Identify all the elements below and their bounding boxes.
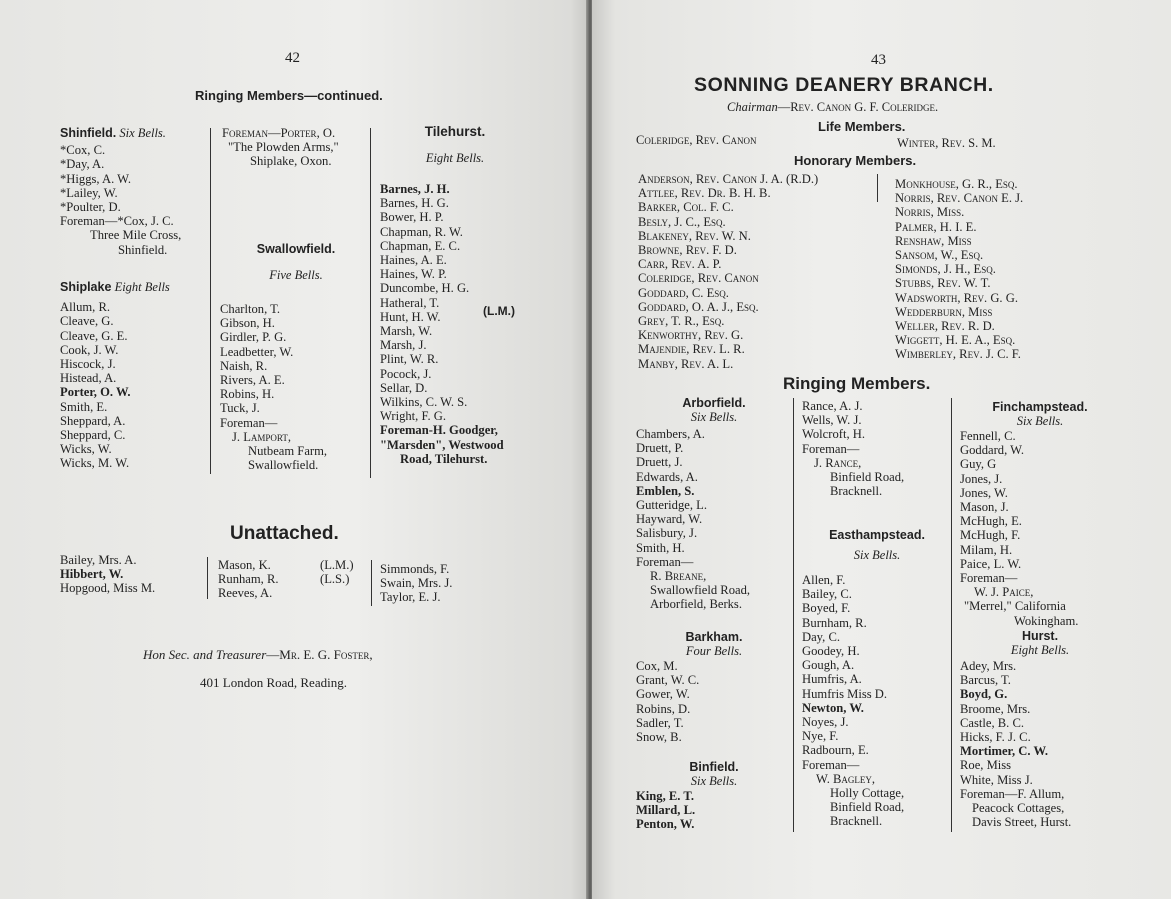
tower-name: Shiplake xyxy=(60,280,112,294)
list-item: Simonds, J. H., Esq. xyxy=(895,262,996,277)
list-item: Coleridge, Rev. Canon xyxy=(638,271,759,286)
column-divider xyxy=(210,128,211,474)
list-item: Edwards, A. xyxy=(636,469,698,484)
list-item: Bracknell. xyxy=(830,484,883,499)
bells-count: Four Bells. xyxy=(685,644,743,658)
list-item: Goddard, C. Esq. xyxy=(638,285,729,300)
unattached-col2-notes xyxy=(320,558,354,586)
list-item: Binfield Road, xyxy=(830,470,905,485)
list-item: J. Rance, xyxy=(814,455,862,470)
list-item: Wells, W. J. xyxy=(802,413,862,428)
swallowfield-heading xyxy=(222,242,370,283)
list-item: Palmer, H. I. E. xyxy=(895,219,977,234)
right-page xyxy=(592,0,1171,899)
binfield-heading xyxy=(636,760,792,789)
list-item: "Marsden", Westwood xyxy=(380,437,504,452)
list-item: Rance, A. J. xyxy=(802,399,863,413)
secretary-line xyxy=(143,647,373,663)
list-item: R. Breane, xyxy=(650,569,707,584)
list-item: Robins, H. xyxy=(220,387,275,402)
barkham-list xyxy=(636,659,699,744)
hurst-list xyxy=(960,659,1071,829)
chairman-line xyxy=(727,100,938,115)
tower-name: Tilehurst. xyxy=(424,124,486,139)
list-item: Wolcroft, H. xyxy=(802,427,865,442)
list-item: *Higgs, A. W. xyxy=(60,171,132,186)
list-item: Humfris Miss D. xyxy=(802,686,888,701)
list-item: Fennell, C. xyxy=(960,429,1016,443)
list-item: Hunt, H. W. xyxy=(380,309,441,324)
list-item: Grant, W. C. xyxy=(636,673,700,688)
life-member: Coleridge, Rev. Canon xyxy=(636,133,757,147)
list-item: Snow, B. xyxy=(636,730,682,745)
list-item: (L.S.) xyxy=(320,572,350,587)
list-item: Swallowfield Road, xyxy=(650,583,751,598)
barkham-heading xyxy=(636,630,792,659)
list-item: Wicks, W. xyxy=(60,442,112,457)
finchampstead-heading xyxy=(960,400,1120,429)
list-item: Barnes, H. G. xyxy=(380,196,449,211)
list-item: Smith, E. xyxy=(60,399,108,414)
list-item: Renshaw, Miss xyxy=(895,233,972,248)
list-item: Jones, J. xyxy=(960,471,1003,486)
list-item: Haines, A. E. xyxy=(380,253,447,268)
list-item: Barcus, T. xyxy=(960,673,1011,688)
list-item: Taylor, E. J. xyxy=(380,590,441,605)
list-item: Bracknell. xyxy=(830,814,883,829)
list-item: Plint, W. R. xyxy=(380,352,439,367)
secretary-name: —Mr. E. G. Foster, xyxy=(266,647,373,662)
unattached-col2 xyxy=(218,558,279,601)
list-item: Foreman-H. Goodger, xyxy=(380,423,498,438)
list-item: Druett, J. xyxy=(636,455,683,470)
list-item: Rivers, A. E. xyxy=(220,373,285,388)
list-item: Naish, R. xyxy=(220,358,268,373)
arborfield-list xyxy=(636,427,750,612)
list-item: Leadbetter, W. xyxy=(220,344,294,359)
list-item: Swallowfield. xyxy=(248,458,319,473)
list-item: Nutbeam Farm, xyxy=(248,444,328,459)
list-item: Gutteridge, L. xyxy=(636,498,707,513)
list-item: W. Bagley, xyxy=(816,771,876,786)
list-item: Reeves, A. xyxy=(218,586,273,601)
list-item: Milam, H. xyxy=(960,542,1013,557)
page-number: 42 xyxy=(285,50,300,66)
list-item: Wilkins, C. W. S. xyxy=(380,395,468,410)
section-heading: Ringing Members—continued. xyxy=(195,88,383,103)
bells-count: Six Bells. xyxy=(853,548,901,562)
list-item: Chambers, A. xyxy=(636,427,705,441)
list-item: Robins, D. xyxy=(636,701,691,716)
shiplake-foreman-block xyxy=(222,126,339,169)
list-item: Hatheral, T. xyxy=(380,295,440,310)
list-item: King, E. T. xyxy=(636,789,694,803)
list-item: Cook, J. W. xyxy=(60,342,119,357)
address-line: "The Plowden Arms," xyxy=(228,140,339,155)
tower-name: Finchampstead. xyxy=(992,400,1088,414)
column-divider xyxy=(951,398,952,832)
list-item: *Cox, C. xyxy=(60,143,106,158)
list-item: Porter, O. W. xyxy=(60,385,131,400)
list-item: Wiggett, H. E. A., Esq. xyxy=(895,333,1016,348)
list-item: Besly, J. C., Esq. xyxy=(638,214,726,229)
bells-count: Eight Bells. xyxy=(425,151,485,165)
secretary-address: 401 London Road, Reading. xyxy=(200,675,347,690)
list-item: Foreman— xyxy=(802,757,860,772)
hurst-heading xyxy=(960,629,1120,658)
list-item: Anderson, Rev. Canon J. A. (R.D.) xyxy=(638,172,819,186)
list-item: Barker, Col. F. C. xyxy=(638,200,734,215)
list-item: Goddard, O. A. J., Esq. xyxy=(638,299,759,314)
list-item: Boyd, G. xyxy=(960,687,1008,702)
list-item: Gough, A. xyxy=(802,658,855,673)
address-line: Shiplake, Oxon. xyxy=(250,154,332,169)
list-item: Sellar, D. xyxy=(380,380,428,395)
list-item: Cleave, G. xyxy=(60,314,114,329)
list-item: Grey, T. R., Esq. xyxy=(638,314,725,329)
list-item: Wright, F. G. xyxy=(380,409,446,424)
list-item: Broome, Mrs. xyxy=(960,701,1031,716)
shinfield-block xyxy=(60,126,181,257)
list-item: Hopgood, Miss M. xyxy=(60,581,156,596)
list-item: (L.M.) xyxy=(320,558,354,572)
list-item: Foreman— xyxy=(960,571,1018,586)
chairman-name: —Rev. Canon G. F. Coleridge. xyxy=(777,100,939,114)
list-item: Barnes, J. H. xyxy=(380,182,450,196)
column-divider xyxy=(371,560,372,606)
list-item: Allen, F. xyxy=(802,573,846,587)
list-item: Stubbs, Rev. W. T. xyxy=(895,276,991,291)
bells-count: Six Bells. xyxy=(1016,414,1064,428)
swallowfield-list xyxy=(220,302,327,472)
list-item: Foreman—*Cox, J. C. xyxy=(60,214,174,229)
secretary-label: Hon Sec. and Treasurer xyxy=(143,647,267,662)
unattached-col3 xyxy=(380,562,452,605)
list-item: Guy, G xyxy=(960,457,997,472)
list-item: Bower, H. P. xyxy=(380,210,444,225)
list-item: Cleave, G. E. xyxy=(60,328,128,343)
list-item: Wicks, M. W. xyxy=(60,456,130,471)
tower-name: Binfield. xyxy=(689,760,739,774)
honorary-col2 xyxy=(895,177,1023,362)
list-item: "Merrel," California xyxy=(964,599,1066,614)
finchampstead-list xyxy=(960,429,1078,628)
col2-top-list xyxy=(802,399,904,498)
list-item: *Lailey, W. xyxy=(60,185,118,200)
chairman-label: Chairman xyxy=(727,100,778,114)
list-item: Roe, Miss xyxy=(960,758,1012,773)
list-item: Tuck, J. xyxy=(220,401,260,416)
list-item: Castle, B. C. xyxy=(960,715,1025,730)
list-item: Wedderburn, Miss xyxy=(895,304,993,319)
list-item: Holly Cottage, xyxy=(830,786,905,801)
list-item: Peacock Cottages, xyxy=(972,801,1065,816)
tower-name: Easthampstead. xyxy=(829,528,925,542)
list-item: Allum, R. xyxy=(60,300,111,315)
list-item: Millard, L. xyxy=(636,803,696,818)
list-item: Girdler, P. G. xyxy=(220,330,287,345)
list-item: Three Mile Cross, xyxy=(90,228,182,243)
unattached-title: Unattached. xyxy=(230,523,339,544)
bells-count: Five Bells. xyxy=(269,268,323,282)
list-item: Norris, Rev. Canon E. J. xyxy=(895,191,1024,206)
list-item: Arborfield, Berks. xyxy=(650,597,742,612)
tower-name: Arborfield. xyxy=(682,396,746,410)
list-item: Hayward, W. xyxy=(636,512,703,527)
list-item: Chapman, E. C. xyxy=(380,238,461,253)
list-item: Kenworthy, Rev. G. xyxy=(638,328,744,343)
foreman-line: Foreman—Porter, O. xyxy=(222,126,336,140)
column-divider xyxy=(793,398,794,832)
list-item: Browne, Rev. F. D. xyxy=(638,243,737,258)
bells-count: Six Bells. xyxy=(690,774,738,788)
list-item: Day, C. xyxy=(802,629,841,644)
list-item: Manby, Rev. A. L. xyxy=(638,356,734,371)
arborfield-heading xyxy=(636,396,792,425)
list-item: Sheppard, A. xyxy=(60,413,126,428)
list-item: Charlton, T. xyxy=(220,302,281,316)
list-item: Bailey, Mrs. A. xyxy=(60,553,137,567)
tilehurst-list xyxy=(380,182,504,466)
list-item: Weller, Rev. R. D. xyxy=(895,319,995,334)
list-item: Boyed, F. xyxy=(802,601,851,616)
ringing-heading: Ringing Members. xyxy=(783,374,931,393)
list-item: Carr, Rev. A. P. xyxy=(638,257,722,272)
page-number: 43 xyxy=(871,52,886,68)
list-item: Bailey, C. xyxy=(802,587,852,602)
easthampstead-list xyxy=(802,573,904,829)
list-item: McHugh, F. xyxy=(960,528,1021,543)
list-item: Swain, Mrs. J. xyxy=(380,576,453,591)
list-item: Duncombe, H. G. xyxy=(380,281,470,296)
list-item: Pocock, J. xyxy=(380,366,432,381)
column-divider xyxy=(207,557,208,599)
list-item: *Poulter, D. xyxy=(60,200,121,215)
bells-count: Six Bells. xyxy=(119,126,166,140)
list-item: Wokingham. xyxy=(1014,613,1079,628)
list-item: Sadler, T. xyxy=(636,715,684,730)
list-item: Chapman, R. W. xyxy=(380,224,463,239)
list-item: Jones, W. xyxy=(960,485,1008,500)
list-item: Radbourn, E. xyxy=(802,743,869,758)
list-item: Marsh, W. xyxy=(380,324,433,339)
lm-note: (L.M.) xyxy=(483,304,515,318)
list-item: W. J. Paice, xyxy=(974,585,1034,600)
list-item: Burnham, R. xyxy=(802,615,867,630)
column-divider xyxy=(370,128,371,478)
list-item: Shinfield. xyxy=(118,242,168,257)
list-item: *Day, A. xyxy=(60,157,105,172)
tower-name: Hurst. xyxy=(1021,629,1059,643)
list-item: Foreman— xyxy=(802,441,860,456)
list-item: White, Miss J. xyxy=(960,772,1033,787)
list-item: Sheppard, C. xyxy=(60,428,126,443)
list-item: Hiscock, J. xyxy=(60,357,116,372)
honorary-heading: Honorary Members. xyxy=(794,153,917,168)
list-item: Penton, W. xyxy=(636,817,695,832)
list-item: Newton, W. xyxy=(802,700,864,715)
binfield-list xyxy=(636,789,695,832)
member-list xyxy=(60,143,181,257)
life-members-heading: Life Members. xyxy=(818,119,906,134)
list-item: Mortimer, C. W. xyxy=(960,744,1049,759)
list-item: Paice, L. W. xyxy=(960,556,1022,571)
bells-count: Eight Bells xyxy=(114,280,170,294)
list-item: Attlee, Rev. Dr. B. H. B. xyxy=(638,186,771,201)
list-item: Norris, Miss. xyxy=(895,205,965,220)
easthampstead-heading xyxy=(802,528,952,563)
list-item: Hicks, F. J. C. xyxy=(960,730,1031,745)
list-item: Mason, K. xyxy=(218,558,271,572)
list-item: J. Lamport, xyxy=(232,429,292,444)
list-item: Emblen, S. xyxy=(636,483,695,498)
bells-count: Eight Bells. xyxy=(1010,643,1070,657)
honorary-col1 xyxy=(638,172,818,371)
list-item: Histead, A. xyxy=(60,371,117,386)
list-item: Majendie, Rev. L. R. xyxy=(638,342,745,357)
list-item: Monkhouse, G. R., Esq. xyxy=(895,177,1018,191)
list-item: Haines, W. P. xyxy=(380,267,447,282)
list-item: Binfield Road, xyxy=(830,800,905,815)
list-item: Wimberley, Rev. J. C. F. xyxy=(895,347,1021,362)
tower-name: Barkham. xyxy=(685,630,743,644)
list-item: Hibbert, W. xyxy=(60,567,124,582)
list-item: Humfris, A. xyxy=(802,672,862,687)
life-member: Winter, Rev. S. M. xyxy=(897,136,996,150)
list-item: Druett, P. xyxy=(636,441,684,456)
list-item: Road, Tilehurst. xyxy=(400,451,488,466)
branch-title: SONNING DEANERY BRANCH. xyxy=(694,74,994,96)
list-item: Smith, H. xyxy=(636,540,685,555)
list-item: Marsh, J. xyxy=(380,338,427,353)
list-item: Simmonds, F. xyxy=(380,562,450,576)
list-item: Davis Street, Hurst. xyxy=(972,815,1072,830)
list-item: Gower, W. xyxy=(636,687,690,702)
list-item: Blakeney, Rev. W. N. xyxy=(638,228,751,243)
list-item: Cox, M. xyxy=(636,659,678,673)
list-item: Adey, Mrs. xyxy=(960,659,1017,673)
list-item: McHugh, E. xyxy=(960,514,1022,529)
list-item: Noyes, J. xyxy=(802,715,849,730)
column-divider xyxy=(877,174,878,202)
bells-count: Six Bells. xyxy=(690,410,738,424)
list-item: Mason, J. xyxy=(960,500,1009,515)
list-item: Nye, F. xyxy=(802,729,839,744)
list-item: Foreman—F. Allum, xyxy=(960,786,1065,801)
list-item: Sansom, W., Esq. xyxy=(895,248,984,263)
tower-name: Shinfield. xyxy=(60,126,117,140)
list-item: Runham, R. xyxy=(218,572,279,587)
tower-name: Swallowfield. xyxy=(256,242,336,256)
list-item: Salisbury, J. xyxy=(636,526,698,541)
list-item: Goodey, H. xyxy=(802,644,860,659)
list-item: Foreman— xyxy=(636,554,694,569)
list-item: Goddard, W. xyxy=(960,443,1025,458)
list-item: Wadsworth, Rev. G. G. xyxy=(895,290,1018,305)
tilehurst-heading xyxy=(380,124,530,166)
unattached-col1 xyxy=(60,553,155,596)
list-item: Gibson, H. xyxy=(220,316,275,331)
shiplake-block xyxy=(60,280,170,471)
member-list xyxy=(60,300,170,470)
list-item: Foreman— xyxy=(220,415,278,430)
